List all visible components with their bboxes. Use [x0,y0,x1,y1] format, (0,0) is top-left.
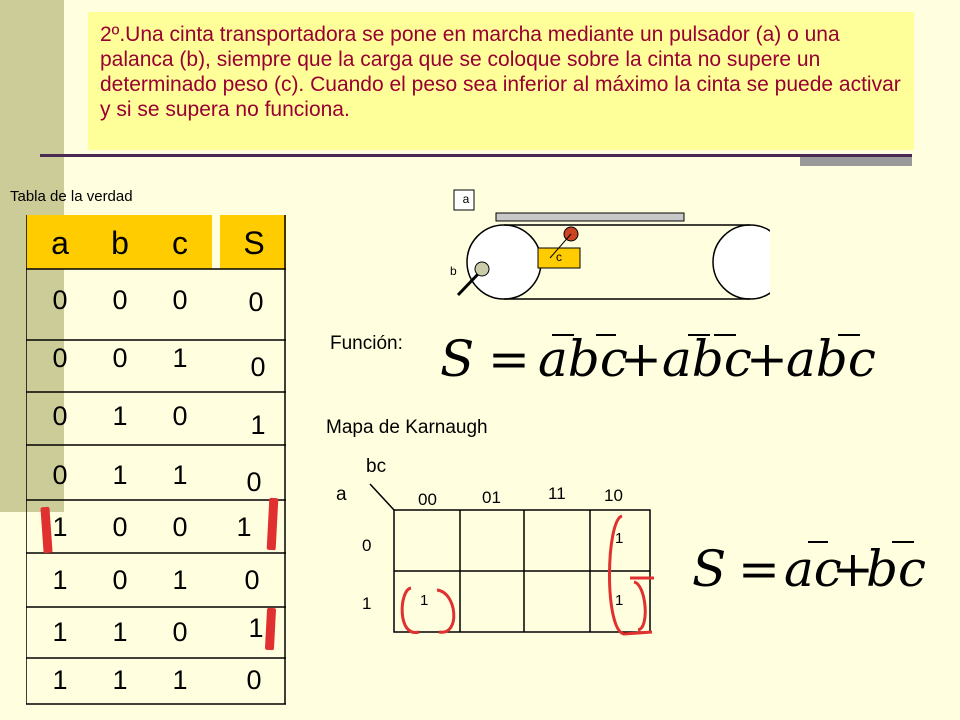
cell-r0-a: 0 [52,285,68,315]
karnaugh-col-00: 00 [418,490,437,509]
cell-r1-c: 1 [172,343,188,373]
cell-r4-c: 0 [172,512,188,542]
cell-r6-a: 1 [52,617,68,647]
karnaugh-row-1: 1 [362,594,372,613]
problem-statement: 2º.Una cinta transportadora se pone en marcha mediante un pulsador (a) o una palanca (b), siempre que la carga que se coloque sobre la cinta no supere un determinado peso (c). Cuando el peso sea inferior al máximo la cinta se puede activar y si se supera no funciona. [88,12,914,150]
karnaugh-col-01: 01 [482,488,501,507]
negation-bars [520,325,940,345]
header-b: b [111,225,129,261]
simplified-plus: + [832,540,874,598]
cell-r5-s: 0 [244,565,260,595]
kcell-1-10: 1 [615,592,624,609]
cell-r2-c: 0 [172,401,188,431]
header-c: c [172,225,188,261]
diagram-label-c: c [556,250,562,264]
function-label: Función: [330,333,403,354]
truth-table-caption: Tabla de la verdad [10,188,133,205]
cell-r6-b: 1 [112,617,128,647]
cell-r1-b: 0 [112,343,128,373]
conveyor-diagram [440,180,770,310]
simplified-lhs: S [692,540,727,598]
cell-r5-a: 1 [52,565,68,595]
function-term-2: abc [662,330,752,388]
header-s: S [243,225,265,261]
kcell-0-10: 1 [615,530,624,547]
cell-r3-s: 0 [246,467,262,497]
cell-r0-b: 0 [112,285,128,315]
karnaugh-col-10: 10 [604,486,623,505]
karnaugh-title: Mapa de Karnaugh [326,417,488,438]
cell-r5-b: 0 [112,565,128,595]
cell-r7-c: 1 [172,665,188,695]
simplified-term-1: ac [784,540,842,598]
function-plus-2: + [746,330,788,388]
karnaugh-row-var: a [336,484,347,505]
function-term-3: abc [786,330,876,388]
cell-r5-c: 1 [172,565,188,595]
cell-r2-a: 0 [52,401,68,431]
karnaugh-col-11: 11 [548,484,566,503]
truth-table [26,215,286,705]
cell-r1-s: 0 [250,352,266,382]
cell-r3-c: 1 [172,460,188,490]
cell-r7-a: 1 [52,665,68,695]
cell-r4-s: 1 [236,512,252,542]
function-lhs: S [440,330,475,388]
divider-shadow [800,156,912,166]
cell-r7-b: 1 [112,665,128,695]
cell-r7-s: 0 [246,665,262,695]
diagram-label-a: a [462,192,470,206]
cell-r1-a: 0 [52,343,68,373]
karnaugh-group-loop-2 [600,510,680,650]
diagram-label-b: b [450,264,457,278]
cell-r3-b: 1 [112,460,128,490]
simplified-term-2: bc [866,540,927,598]
function-term-1: abc [538,330,628,388]
cell-r0-s: 0 [248,287,264,317]
cell-r3-a: 0 [52,460,68,490]
cell-r2-b: 1 [112,401,128,431]
function-eq: = [488,330,530,388]
cell-r6-s: 1 [248,613,264,643]
cell-r0-c: 0 [172,285,188,315]
function-plus-1: + [620,330,662,388]
cell-r4-a: 1 [52,512,68,542]
simplified-negation-bars [780,532,960,552]
simplified-eq: = [738,540,780,598]
karnaugh-group-loop-1 [395,520,515,640]
kcell-1-00: 1 [420,592,429,609]
cell-r4-b: 0 [112,512,128,542]
karnaugh-col-var: bc [366,456,387,477]
header-a: a [51,225,69,261]
title-divider [40,154,912,157]
karnaugh-row-0: 0 [362,536,372,555]
cell-r6-c: 0 [172,617,188,647]
cell-r2-s: 1 [250,410,266,440]
